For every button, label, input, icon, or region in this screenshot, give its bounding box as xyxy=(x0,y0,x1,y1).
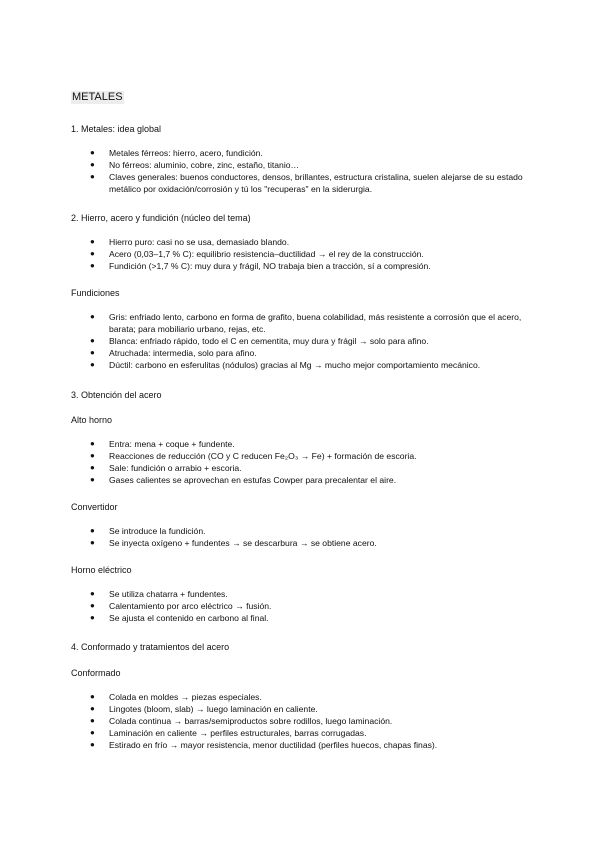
list-item: ● Calentamiento por arco eléctrico → fusión. xyxy=(90,601,272,611)
section-heading-1: 1. Metales: idea global xyxy=(71,124,162,134)
section-heading-2: 2. Hierro, acero y fundición (núcleo del tema) xyxy=(71,213,251,223)
subheading-horno-electrico: Horno eléctrico xyxy=(71,565,132,575)
list-item: ● Sale: fundición o arrabio + escoria. xyxy=(90,463,242,473)
list-item: ● Se introduce la fundición. xyxy=(90,526,206,536)
list-convertidor xyxy=(0,525,600,549)
list-item: ● Colada en moldes → piezas especiales. xyxy=(90,692,262,702)
list-metales xyxy=(0,147,600,195)
bullet-icon: ● xyxy=(90,526,95,535)
bullet-icon: ● xyxy=(90,160,95,169)
list-item: ● Estirado en frío → mayor resistencia, menor ductilidad (perfiles huecos, chapas finas). xyxy=(90,740,438,750)
bullet-icon: ● xyxy=(90,360,95,369)
bullet-icon: ● xyxy=(90,475,95,484)
bullet-icon: ● xyxy=(90,613,95,622)
list-item: ● Se ajusta el contenido en carbono al final. xyxy=(90,613,269,623)
list-item: ● Gris: enfriado lento, carbono en forma de grafito, buena colabilidad, más resistente a corrosión que el acero, barata; para mobiliario urbano, rejas, etc. xyxy=(90,312,522,334)
section-heading-3: 3. Obtención del acero xyxy=(71,390,162,400)
list-item: ● Lingotes (bloom, slab) → luego laminación en caliente. xyxy=(90,704,318,714)
bullet-icon: ● xyxy=(90,249,95,258)
list-item: ● Reacciones de reducción (CO y C reducen Fe₂O₃ → Fe) + formación de escoria. xyxy=(90,451,417,461)
bullet-icon: ● xyxy=(90,463,95,472)
subheading-alto-horno: Alto horno xyxy=(71,415,113,425)
list-item: ● Fundición (>1,7 % C): muy dura y frágil, NO trabaja bien a tracción, sí a compresión. xyxy=(90,261,431,271)
subheading-conformado: Conformado xyxy=(71,668,121,678)
list-item: ● Hierro puro: casi no se usa, demasiado blando. xyxy=(90,237,290,247)
list-item: ● Entra: mena + coque + fundente. xyxy=(90,439,235,449)
bullet-icon: ● xyxy=(90,704,95,713)
list-item: ● Claves generales: buenos conductores, densos, brillantes, estructura cristalina, suelen alejarse de su estado metálico por oxidación/corrosión y tú los "recuperas" en la siderurgia. xyxy=(90,172,523,194)
list-item: ● Atruchada: intermedia, solo para afino. xyxy=(90,348,257,358)
document-title: METALES xyxy=(72,91,123,103)
list-hierro xyxy=(0,236,600,272)
bullet-icon: ● xyxy=(90,261,95,270)
list-conformado xyxy=(0,691,600,751)
list-item: ● Colada continua → barras/semiproductos sobre rodillos, luego laminación. xyxy=(90,716,393,726)
bullet-icon: ● xyxy=(90,538,95,547)
bullet-icon: ● xyxy=(90,237,95,246)
bullet-icon: ● xyxy=(90,172,95,181)
list-item: ● Se inyecta oxígeno + fundentes → se descarbura → se obtiene acero. xyxy=(90,538,377,548)
list-item: ● No férreos: aluminio, cobre, zinc, estaño, titanio… xyxy=(90,160,300,170)
bullet-icon: ● xyxy=(90,716,95,725)
bullet-icon: ● xyxy=(90,148,95,157)
bullet-icon: ● xyxy=(90,439,95,448)
list-item: ● Laminación en caliente → perfiles estructurales, barras corrugadas. xyxy=(90,728,367,738)
subheading-convertidor: Convertidor xyxy=(71,502,118,512)
bullet-icon: ● xyxy=(90,312,95,321)
bullet-icon: ● xyxy=(90,348,95,357)
bullet-icon: ● xyxy=(90,601,95,610)
list-item: ● Dúctil: carbono en esferulitas (nódulos) gracias al Mg → mucho mejor comportamiento mecánico. xyxy=(90,360,481,370)
subheading-fundiciones: Fundiciones xyxy=(71,288,120,298)
list-item: ● Metales férreos: hierro, acero, fundición. xyxy=(90,148,263,158)
bullet-icon: ● xyxy=(90,451,95,460)
list-item: ● Acero (0,03–1,7 % C): equilibrio resistencia–ductilidad → el rey de la construcción. xyxy=(90,249,424,259)
bullet-icon: ● xyxy=(90,692,95,701)
bullet-icon: ● xyxy=(90,336,95,345)
bullet-icon: ● xyxy=(90,589,95,598)
list-item: ● Se utiliza chatarra + fundentes. xyxy=(90,589,228,599)
section-heading-4: 4. Conformado y tratamientos del acero xyxy=(71,642,230,652)
list-fundiciones xyxy=(0,311,600,371)
list-alto-horno xyxy=(0,438,600,486)
list-item: ● Blanca: enfriado rápido, todo el C en cementita, muy dura y frágil → solo para afino. xyxy=(90,336,429,346)
bullet-icon: ● xyxy=(90,728,95,737)
bullet-icon: ● xyxy=(90,740,95,749)
list-item: ● Gases calientes se aprovechan en estufas Cowper para precalentar el aire. xyxy=(90,475,397,485)
list-horno-electrico xyxy=(0,588,600,624)
